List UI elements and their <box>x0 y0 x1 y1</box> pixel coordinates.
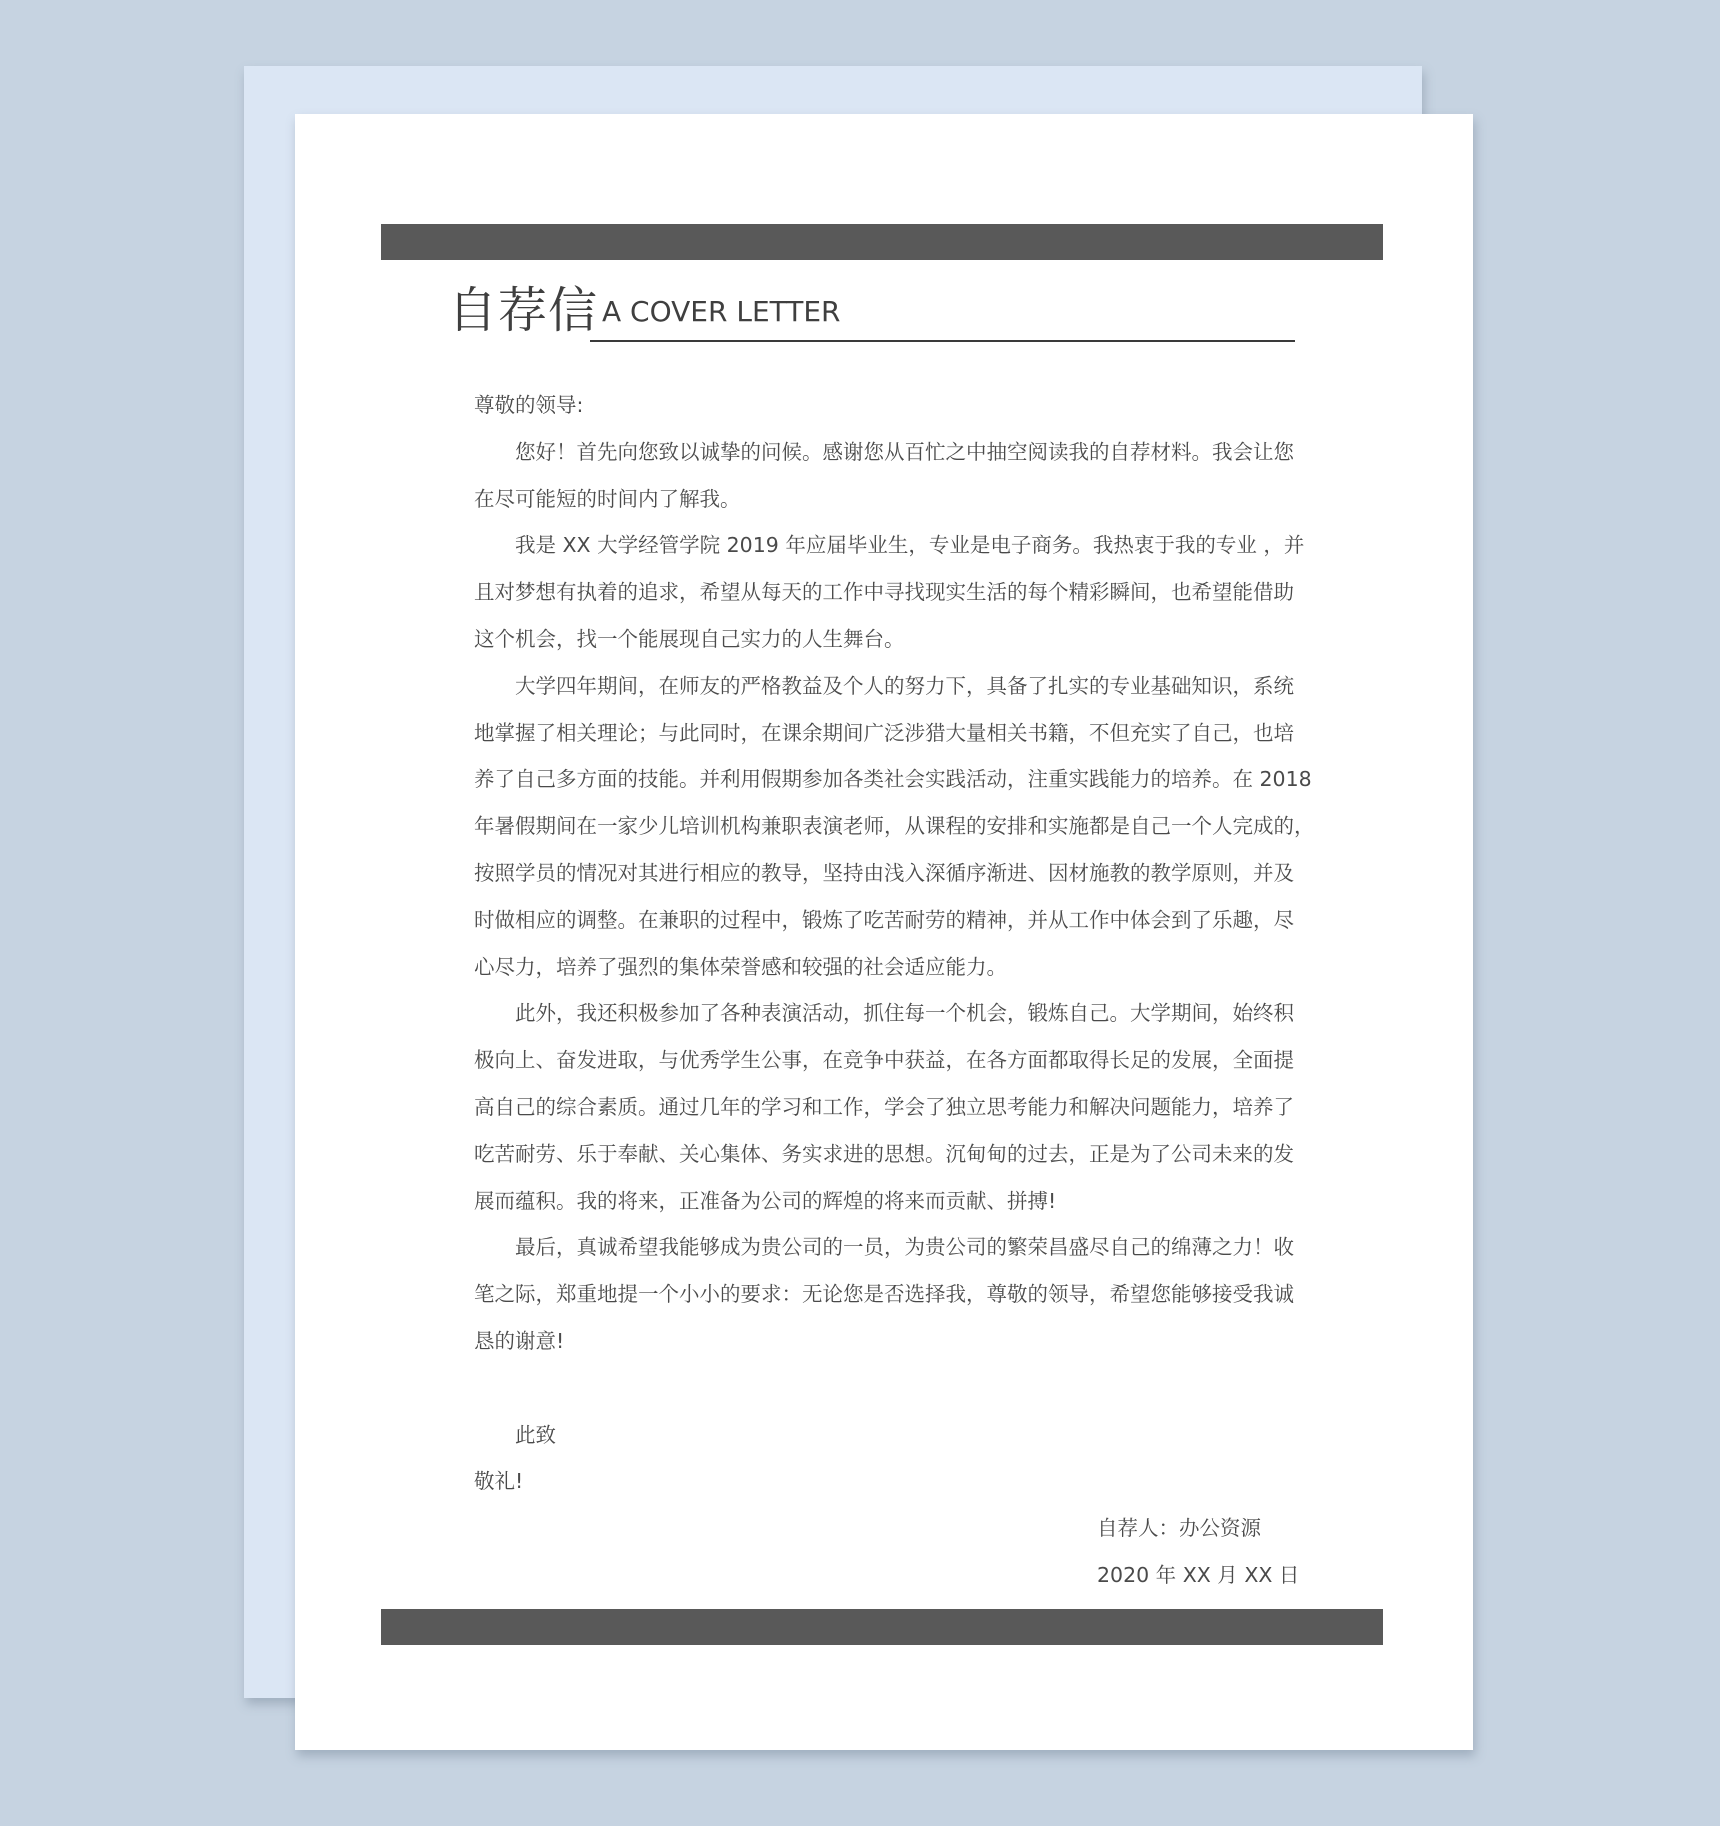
top-decorative-bar <box>381 224 1383 260</box>
paragraph-line: 养了自己多方面的技能。并利用假期参加各类社会实践活动，注重实践能力的培养。在 2018 <box>474 767 1312 792</box>
paragraph-line: 最后，真诚希望我能够成为贵公司的一员，为贵公司的繁荣昌盛尽自己的绵薄之力！收 <box>515 1235 1294 1260</box>
letter-body <box>474 382 1315 1599</box>
title-underline <box>590 340 1295 342</box>
bottom-decorative-bar <box>381 1609 1383 1645</box>
closing-line-2: 敬礼! <box>474 1469 524 1494</box>
paragraph-line: 我是 XX 大学经管学院 2019 年应届毕业生，专业是电子商务。我热衷于我的专业 ，并 <box>515 533 1305 558</box>
paragraph-line: 心尽力，培养了强烈的集体荣誉感和较强的社会适应能力。 <box>474 954 1007 979</box>
paragraph-university <box>474 663 1315 991</box>
closing-line-1: 此致 <box>515 1422 556 1447</box>
paragraph-line: 且对梦想有执着的追求，希望从每天的工作中寻找现实生活的每个精彩瞬间，也希望能借助 <box>474 580 1294 605</box>
paragraph-line: 地掌握了相关理论；与此同时，在课余期间广泛涉猎大量相关书籍，不但充实了自己，也培 <box>474 720 1294 745</box>
signer: 自荐人：办公资源 <box>1097 1516 1261 1541</box>
paragraph-line: 按照学员的情况对其进行相应的教导，坚持由浅入深循序渐进、因材施教的教学原则，并及 <box>474 860 1294 885</box>
salutation: 尊敬的领导: <box>474 393 584 417</box>
paragraph-line: 此外，我还积极参加了各种表演活动，抓住每一个机会，锻炼自己。大学期间，始终积 <box>515 1001 1294 1026</box>
paragraph-line: 年暑假期间在一家少儿培训机构兼职表演老师，从课程的安排和实施都是自己一个人完成的， <box>474 814 1315 839</box>
letter-title: 自荐信 <box>448 282 599 339</box>
paragraph-activities <box>474 990 1294 1224</box>
paragraph-conclusion <box>474 1224 1294 1364</box>
paragraph-line: 展而蕴积。我的将来，正准备为公司的辉煌的将来而贡献、拼搏! <box>474 1188 1057 1213</box>
paragraph-line: 大学四年期间，在师友的严格教益及个人的努力下，具备了扎实的专业基础知识，系统 <box>515 673 1294 698</box>
paragraph-introduction <box>474 522 1305 662</box>
letter-subtitle: A COVER LETTER <box>602 295 841 328</box>
paragraph-greeting <box>474 429 1294 523</box>
paragraph-line: 在尽可能短的时间内了解我。 <box>474 486 741 511</box>
paragraph-line: 极向上、奋发进取，与优秀学生公事，在竞争中获益，在各方面都取得长足的发展，全面提 <box>474 1048 1294 1073</box>
paragraph-line: 笔之际，郑重地提一个小小的要求：无论您是否选择我，尊敬的领导，希望您能够接受我诚 <box>474 1282 1294 1307</box>
paragraph-line: 高自己的综合素质。通过几年的学习和工作，学会了独立思考能力和解决问题能力，培养了 <box>474 1094 1294 1119</box>
paragraph-line: 您好！首先向您致以诚挚的问候。感谢您从百忙之中抽空阅读我的自荐材料。我会让您 <box>515 439 1294 464</box>
paragraph-line: 时做相应的调整。在兼职的过程中，锻炼了吃苦耐劳的精神，并从工作中体会到了乐趣，尽 <box>474 907 1294 932</box>
cover-letter-page <box>295 114 1473 1750</box>
paragraph-line: 这个机会，找一个能展现自己实力的人生舞台。 <box>474 626 905 651</box>
letter-date: 2020 年 XX 月 XX 日 <box>1097 1562 1300 1587</box>
blank-line <box>474 1365 1294 1412</box>
paragraph-line: 吃苦耐劳、乐于奉献、关心集体、务实求进的思想。沉甸甸的过去，正是为了公司未来的发 <box>474 1141 1294 1166</box>
paragraph-line: 恳的谢意! <box>474 1328 565 1353</box>
